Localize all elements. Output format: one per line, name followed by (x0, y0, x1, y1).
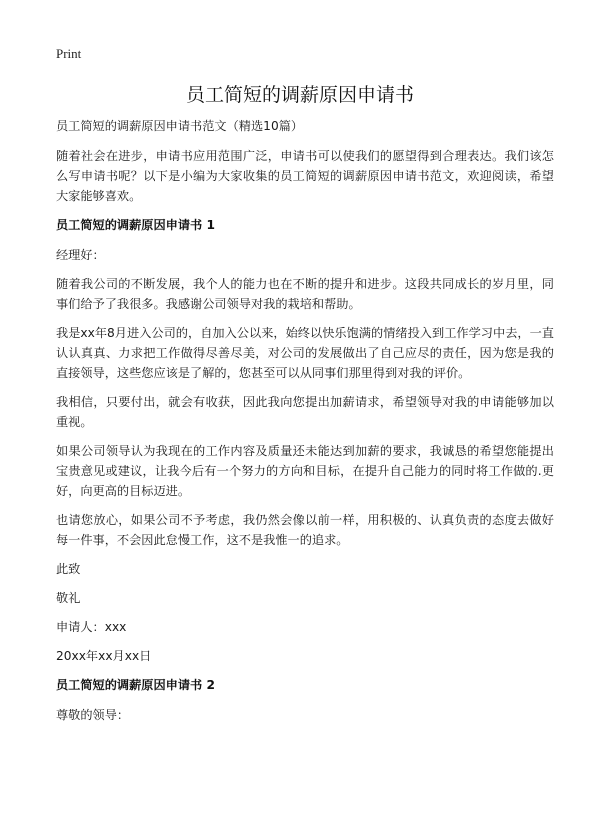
section-1-heading: 员工简短的调薪原因申请书 1 (56, 218, 215, 232)
section-2-heading: 员工简短的调薪原因申请书 2 (56, 678, 215, 692)
section-1-paragraph: 随着我公司的不断发展，我个人的能力也在不断的提升和进步。这段共同成长的岁月里，同事们给予了我很多。我感谢公司领导对我的栽培和帮助。 (56, 277, 554, 311)
document-title: 员工简短的调薪原因申请书 (185, 84, 414, 106)
section-1-paragraph: 我是xx年8月进入公司的，自加入公以来，始终以快乐饱满的情绪投入到工作学习中去，一直认认真真、力求把工作做得尽善尽美，对公司的发展做出了自己应尽的责任，因为您是我的直接领导，这些您应该是了解的，您甚至可以从同事们那里得到对我的评价。 (56, 326, 554, 380)
intro-paragraph: 随着社会在进步，申请书应用范围广泛，申请书可以使我们的愿望得到合理表达。我们该怎么写申请书呢？以下是小编为大家收集的员工简短的调薪原因申请书范文，欢迎阅读，希望大家能够喜欢。 (56, 149, 554, 203)
section-1-paragraph: 也请您放心，如果公司不予考虑，我仍然会像以前一样，用积极的、认真负责的态度去做好每一件事，不会因此怠慢工作，这不是我惟一的追求。 (56, 513, 554, 547)
closing-line-2: 敬礼 (56, 591, 81, 605)
section-2-salutation: 尊敬的领导： (56, 708, 130, 722)
closing-line-1: 此致 (56, 562, 81, 576)
section-1-paragraph: 如果公司领导认为我现在的工作内容及质量还未能达到加薪的要求，我诚恳的希望您能提出宝贵意见或建议，让我今后有一个努力的方向和目标，在提升自己能力的同时将工作做的.更好，向更高的目标迈进。 (56, 444, 554, 498)
document-subtitle: 员工简短的调薪原因申请书范文（精选10篇） (56, 119, 304, 133)
date-line: 20xx年xx月xx日 (56, 649, 152, 663)
document-body (56, 116, 554, 734)
applicant-line: 申请人：xxx (56, 620, 127, 634)
section-1-salutation: 经理好： (56, 248, 105, 262)
print-link[interactable]: Print (56, 46, 82, 61)
section-1-paragraph: 我相信，只要付出，就会有收获，因此我向您提出加薪请求，希望领导对我的申请能够加以重视。 (56, 395, 554, 429)
